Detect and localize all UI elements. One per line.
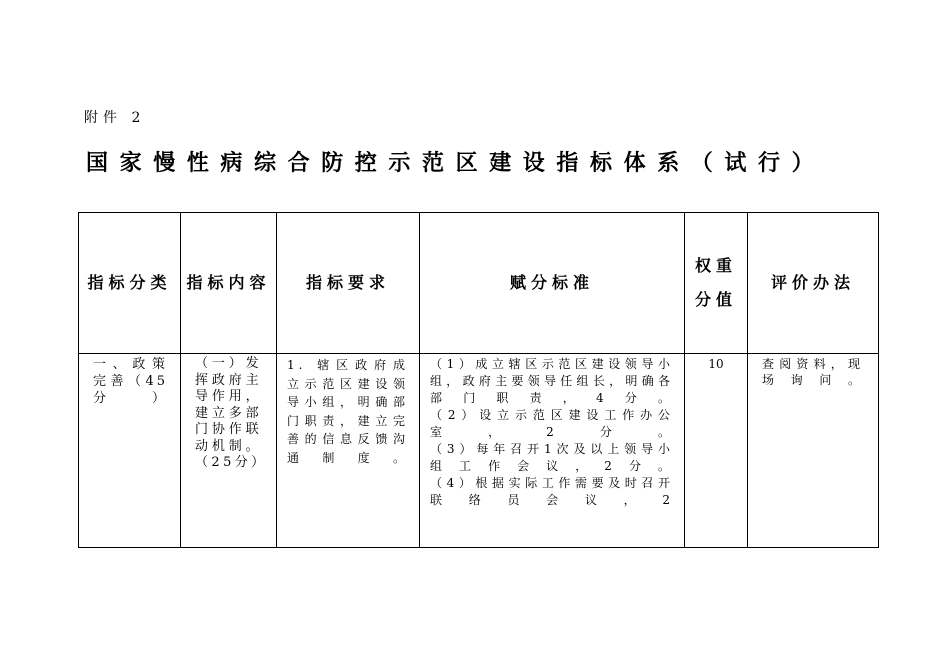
cell-evaluation (748, 354, 879, 548)
table-row (79, 354, 879, 548)
indicator-table (78, 212, 879, 548)
category-text: 一、政策完善（45分） (93, 357, 168, 406)
scoring-item: （4）根据实际工作需要及时召开联络员会议，2 (430, 476, 674, 507)
scoring-item: （1）成立辖区示范区建设领导小组，政府主要领导任组长，明确各部门职责，4分。 (430, 357, 674, 405)
cell-scoring (420, 354, 685, 548)
table-header-row (79, 213, 879, 354)
page-title: 国家慢性病综合防控示范区建设指标体系（试行） (86, 150, 826, 176)
requirement-text: 1. 辖区政府成立示范区建设领导小组，明确部门职责，建立完善的信息反馈沟通制度。 (287, 358, 409, 465)
evaluation-text: 查阅资料，现场询问。 (762, 357, 864, 387)
attachment-label: 附件 2 (84, 110, 146, 126)
scoring-item: （2）设立示范区建设工作办公室，2分。 (430, 408, 674, 439)
header-content: 指标内容 (181, 213, 277, 354)
header-weight: 权重分值 (685, 213, 748, 354)
scoring-list (420, 354, 684, 509)
header-scoring: 赋分标准 (420, 213, 685, 354)
cell-weight (685, 354, 748, 548)
content-text: （一）发挥政府主导作用，建立多部门协作联动机制。（25分） (195, 356, 268, 470)
cell-category (79, 354, 181, 548)
header-evaluation: 评价办法 (748, 213, 879, 354)
cell-content (181, 354, 277, 548)
header-category: 指标分类 (79, 213, 181, 354)
scoring-item: （3）每年召开1次及以上领导小组工作会议，2分。 (430, 442, 674, 473)
weight-value: 10 (708, 357, 724, 371)
cell-requirement (277, 354, 420, 548)
header-requirement: 指标要求 (277, 213, 420, 354)
